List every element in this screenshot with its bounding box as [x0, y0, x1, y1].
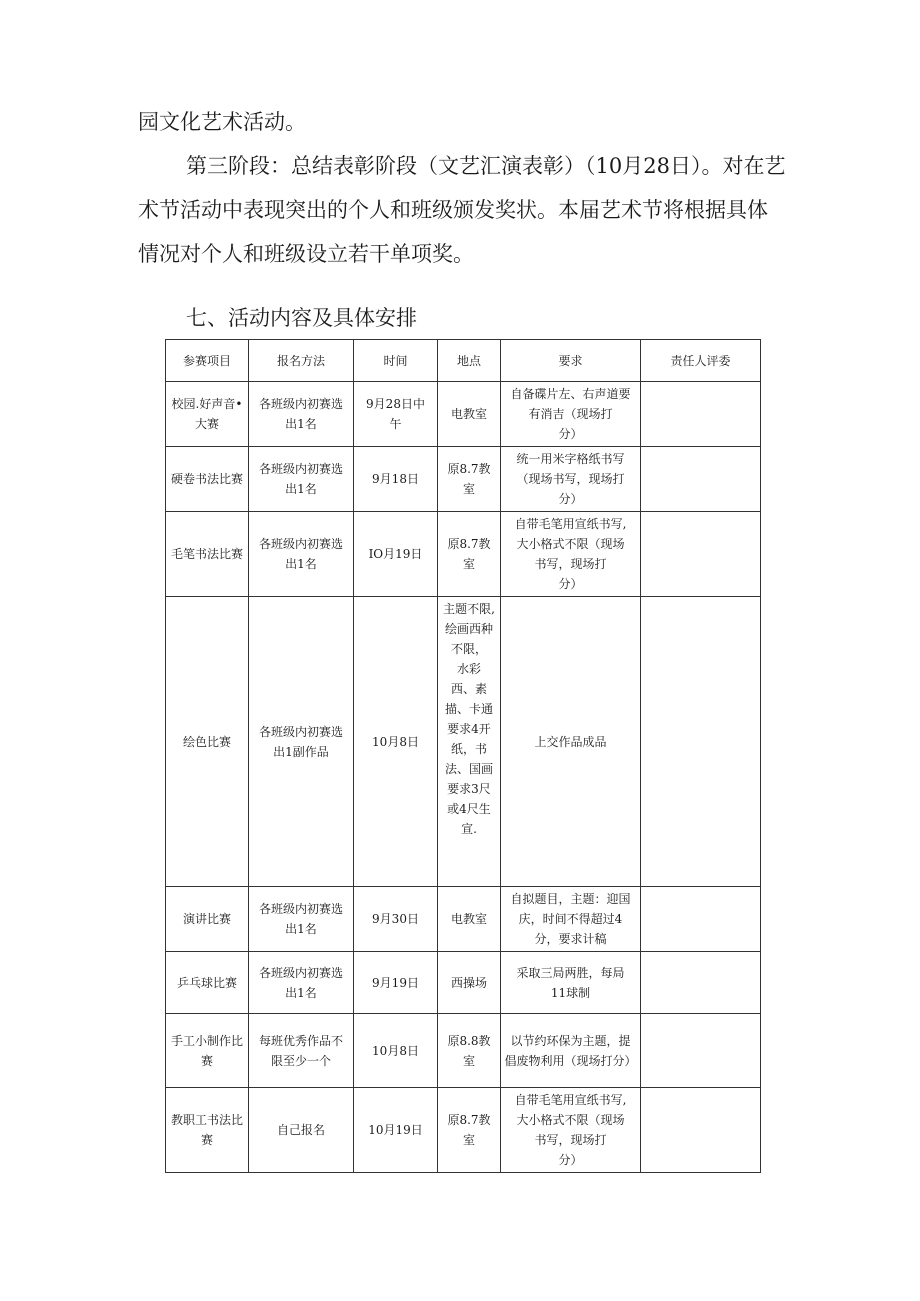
cell-item: 毛笔书法比赛 — [166, 512, 249, 597]
cell-judge — [641, 597, 761, 887]
cell-judge — [641, 447, 761, 512]
cell-method: 各班级内初赛选 出1名 — [249, 512, 354, 597]
cell-place: 原8.7教 室 — [438, 1088, 501, 1173]
table-row — [166, 887, 761, 952]
cell-requirement: 以节约环保为主题，提 倡废物利用（现场打分） — [501, 1014, 641, 1088]
cell-place: 主题不限, 绘画西种 不限， 水彩 西、素 描、卡通 要求4开 纸，书 法、国画 要求3尺 或4尺生 宣. — [438, 597, 501, 887]
table-row — [166, 382, 761, 447]
cell-place: 原8.7教 室 — [438, 447, 501, 512]
cell-item: 绘色比赛 — [166, 597, 249, 887]
schedule-table — [165, 339, 761, 1173]
cell-time: 9月30日 — [354, 887, 438, 952]
cell-requirement: 自带毛笔用宣纸书写, 大小格式不限（现场 书写，现场打 分） — [501, 1088, 641, 1173]
cell-time: 9月18日 — [354, 447, 438, 512]
paragraph-stage-three: 第三阶段：总结表彰阶段（文艺汇演表彰）（10月28日）。对在艺术节活动中表现突出的个人和班级颁发奖状。本届艺术节将根据具体情况对个人和班级设立若干单项奖。 — [138, 154, 786, 266]
cell-method: 各班级内初赛选 出1名 — [249, 382, 354, 447]
cell-time: 9月19日 — [354, 952, 438, 1014]
cell-method: 各班级内初赛选 出1名 — [249, 447, 354, 512]
cell-place: 原8.7教 室 — [438, 512, 501, 597]
cell-requirement: 自带毛笔用宣纸书写, 大小格式不限（现场 书写，现场打 分） — [501, 512, 641, 597]
cell-judge — [641, 952, 761, 1014]
cell-method: 各班级内初赛选 出1名 — [249, 952, 354, 1014]
cell-method: 各班级内初赛选 出1名 — [249, 887, 354, 952]
cell-judge — [641, 512, 761, 597]
cell-item: 校园.好声音• 大赛 — [166, 382, 249, 447]
cell-item: 演讲比赛 — [166, 887, 249, 952]
cell-place: 电教室 — [438, 887, 501, 952]
cell-place: 原8.8教 室 — [438, 1014, 501, 1088]
cell-requirement: 统一用米字格纸书写 （现场书写，现场打 分） — [501, 447, 641, 512]
cell-time: 10月19日 — [354, 1088, 438, 1173]
table-row — [166, 512, 761, 597]
table-row — [166, 952, 761, 1014]
header-item: 参赛项目 — [166, 340, 249, 382]
table-row — [166, 447, 761, 512]
table-row — [166, 1088, 761, 1173]
header-method: 报名方法 — [249, 340, 354, 382]
cell-item: 手工小制作比 赛 — [166, 1014, 249, 1088]
cell-judge — [641, 382, 761, 447]
cell-time: 10月8日 — [354, 1014, 438, 1088]
section-heading: 七、活动内容及具体安排 — [186, 306, 417, 330]
cell-method: 自己报名 — [249, 1088, 354, 1173]
cell-item: 乒乓球比赛 — [166, 952, 249, 1014]
header-time: 时间 — [354, 340, 438, 382]
table-row — [166, 1014, 761, 1088]
cell-judge — [641, 887, 761, 952]
cell-method: 各班级内初赛选 出1副作品 — [249, 597, 354, 887]
cell-requirement: 上交作品成品 — [501, 597, 641, 887]
paragraph-continuation: 园文化艺术活动。 — [138, 110, 306, 134]
header-judge: 责任人评委 — [641, 340, 761, 382]
header-requirement: 要求 — [501, 340, 641, 382]
cell-place: 西操场 — [438, 952, 501, 1014]
cell-requirement: 采取三局两胜，每局 11球制 — [501, 952, 641, 1014]
cell-method: 每班优秀作品不 限至少一个 — [249, 1014, 354, 1088]
cell-judge — [641, 1014, 761, 1088]
cell-item: 硬卷书法比赛 — [166, 447, 249, 512]
cell-requirement: 自拟题目，主题：迎国 庆，时间不得超过4 分，要求计稿 — [501, 887, 641, 952]
cell-item: 教职工书法比 赛 — [166, 1088, 249, 1173]
table-row — [166, 597, 761, 887]
cell-judge — [641, 1088, 761, 1173]
table-header-row — [166, 340, 761, 382]
header-place: 地点 — [438, 340, 501, 382]
cell-requirement: 自备碟片左、右声道要 有消吉（现场打 分） — [501, 382, 641, 447]
cell-time: 10月8日 — [354, 597, 438, 887]
cell-time: 9月28日中 午 — [354, 382, 438, 447]
cell-time: IO月19日 — [354, 512, 438, 597]
cell-place: 电教室 — [438, 382, 501, 447]
